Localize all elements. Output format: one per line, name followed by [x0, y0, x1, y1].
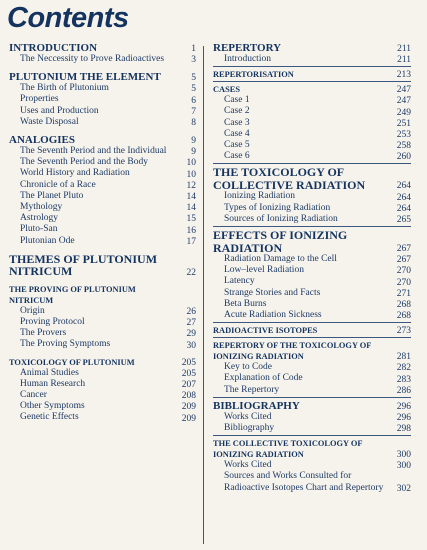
toc-page-number: 273 [396, 326, 411, 337]
toc-entry [9, 54, 196, 65]
toc-section-heading [213, 166, 411, 191]
toc-entry [213, 265, 411, 276]
toc-subsection-heading [213, 84, 411, 95]
toc-entry-title: Case 6 [224, 151, 250, 162]
toc-entry-title: ANALOGIES [9, 134, 76, 147]
toc-page-number: 267 [396, 244, 411, 255]
column-divider [203, 46, 204, 544]
toc-page-number: 251 [396, 118, 411, 129]
toc-entry-title: Case 3 [224, 117, 250, 128]
toc-entry-title: PLUTONIUM THE ELEMENT [9, 71, 161, 84]
toc-entry [213, 423, 411, 434]
toc-entry-title: CASES [213, 85, 240, 95]
toc-page-number: 207 [181, 380, 196, 391]
horizontal-rule [213, 226, 411, 227]
toc-entry-title: Origin [20, 305, 45, 316]
toc-right-table [213, 42, 411, 494]
toc-entry [9, 412, 196, 423]
toc-page-number: 5 [191, 73, 196, 84]
toc-entry-title: THE COLLECTIVE TOXICOLOGY OF IONIZING RADIATION [213, 439, 363, 460]
toc-page-number: 14 [186, 192, 196, 203]
toc-page-number: 208 [181, 391, 196, 402]
horizontal-rule [213, 337, 411, 338]
toc-entry [213, 299, 411, 310]
toc-page-number: 209 [181, 402, 196, 413]
toc-entry [213, 471, 411, 493]
toc-entry [9, 191, 196, 202]
toc-entry-title: THE TOXICOLOGY OF COLLECTIVE RADIATION [213, 165, 366, 192]
toc-entry-title: Properties [20, 94, 59, 105]
horizontal-rule [213, 435, 411, 436]
toc-entry [9, 339, 196, 350]
toc-entry-title: Proving Protocol [20, 317, 85, 328]
toc-entry-title: THE PROVING OF PLUTONIUM NITRICUM [9, 284, 136, 305]
toc-right-column [213, 42, 411, 494]
toc-page-number: 7 [191, 106, 196, 117]
toc-page-number: 10 [186, 169, 196, 180]
toc-subsection-heading [9, 357, 196, 368]
toc-entry [213, 288, 411, 299]
toc-page-number: 205 [181, 368, 196, 379]
toc-page-number: 1 [191, 44, 196, 54]
toc-entry-title: The Seventh Period and the Individual [20, 146, 167, 157]
toc-entry-title: Explanation of Code [224, 373, 303, 384]
toc-page-number: 258 [396, 141, 411, 152]
toc-entry-title: Ionizing Radiation [224, 191, 295, 202]
toc-entry-title: TOXICOLOGY OF PLUTONIUM [9, 357, 135, 367]
toc-entry-title: REPERTORY [213, 42, 282, 54]
toc-left-table [9, 42, 196, 424]
toc-section-heading [213, 400, 411, 412]
toc-page-number: 264 [396, 192, 411, 203]
toc-entry-title: Radiation Damage to the Cell [224, 254, 337, 265]
toc-entry [213, 129, 411, 140]
toc-entry [9, 401, 196, 412]
toc-page-number: 5 [191, 84, 196, 95]
toc-entry [213, 140, 411, 151]
toc-entry [213, 151, 411, 162]
toc-entry [213, 54, 411, 65]
toc-entry [213, 214, 411, 225]
toc-entry [213, 385, 411, 396]
toc-subsection-heading [213, 438, 411, 460]
toc-page-number: 3 [191, 55, 196, 66]
toc-entry-title: The Birth of Plutonium [20, 83, 109, 94]
toc-page-number: 22 [186, 267, 196, 278]
toc-page-number: 260 [396, 152, 411, 163]
toc-entry [9, 106, 196, 117]
toc-page-number: 15 [186, 214, 196, 225]
toc-page-number: 8 [191, 118, 196, 129]
toc-section-heading [9, 71, 196, 83]
toc-entry [9, 202, 196, 213]
page-title: Contents [7, 2, 129, 34]
toc-entry [9, 94, 196, 105]
toc-subsection-heading [213, 69, 411, 80]
toc-page-number: 253 [396, 130, 411, 141]
toc-page-number: 16 [186, 225, 196, 236]
toc-entry-title: Plutonian Ode [20, 235, 75, 246]
toc-entry [9, 306, 196, 317]
horizontal-rule [213, 81, 411, 82]
toc-page-number: 270 [396, 277, 411, 288]
toc-page-number: 270 [396, 266, 411, 277]
toc-entry-title: REPERTORISATION [213, 70, 294, 80]
toc-page-number: 298 [396, 424, 411, 435]
toc-entry-title: BIBLIOGRAPHY [213, 399, 300, 412]
toc-entry-title: REPERTORY OF THE TOXICOLOGY OF IONIZING RADIATION [213, 341, 372, 362]
toc-page-number: 211 [397, 44, 411, 54]
toc-entry-title: Works Cited [224, 411, 272, 422]
toc-entry-title: Chronicle of a Race [20, 179, 96, 190]
toc-subsection-heading [9, 284, 196, 306]
toc-entry-title: Works Cited [224, 460, 272, 471]
toc-entry [213, 118, 411, 129]
toc-entry-title: World History and Radiation [20, 168, 130, 179]
toc-entry-title: Human Research [20, 378, 86, 389]
toc-page-number: 264 [396, 203, 411, 214]
toc-entry-title: Case 5 [224, 140, 250, 151]
toc-section-heading [213, 42, 411, 54]
toc-page-number: 12 [186, 180, 196, 191]
horizontal-rule [213, 163, 411, 164]
horizontal-rule [213, 322, 411, 323]
toc-subsection-heading [213, 325, 411, 336]
toc-section-heading [9, 134, 196, 146]
toc-page-number: 209 [181, 413, 196, 424]
toc-entry [213, 310, 411, 321]
toc-page-number: 296 [396, 413, 411, 424]
toc-entry-title: Animal Studies [20, 367, 79, 378]
toc-entry-title: Case 2 [224, 106, 250, 117]
toc-page-number: 205 [181, 357, 196, 368]
horizontal-rule [213, 397, 411, 398]
toc-entry [9, 390, 196, 401]
toc-entry-title: The Neccessity to Prove Radioactives [20, 54, 165, 64]
toc-page-number: 6 [191, 95, 196, 106]
toc-page-number: 265 [396, 215, 411, 226]
toc-entry [9, 236, 196, 247]
toc-entry-title: Bibliography [224, 423, 275, 434]
toc-entry-title: THEMES OF PLUTONIUM NITRICUM [9, 251, 158, 279]
toc-section-heading [213, 229, 411, 254]
toc-entry-title: Strange Stories and Facts [224, 287, 321, 298]
toc-page-number: 9 [191, 147, 196, 158]
toc-entry [9, 224, 196, 235]
toc-entry [9, 213, 196, 224]
toc-entry-title: Other Symptoms [20, 401, 85, 412]
toc-entry [213, 254, 411, 265]
toc-entry-title: RADIOACTIVE ISOTOPES [213, 326, 318, 336]
toc-entry [213, 191, 411, 202]
toc-entry-title: The Proving Symptoms [20, 339, 111, 350]
toc-entry [9, 146, 196, 157]
toc-entry [213, 412, 411, 423]
toc-section-heading [9, 253, 196, 278]
toc-entry [9, 328, 196, 339]
toc-entry-title: Key to Code [224, 362, 273, 373]
toc-entry-title: Astrology [20, 213, 58, 224]
toc-section-heading [9, 42, 196, 54]
toc-left-column [9, 42, 196, 424]
toc-page-number: 247 [396, 85, 411, 96]
toc-page-number: 27 [186, 318, 196, 329]
toc-page-number: 26 [186, 307, 196, 318]
toc-entry-title: Uses and Production [20, 105, 99, 116]
toc-page-number: 17 [186, 236, 196, 247]
toc-page-number: 296 [396, 401, 411, 412]
toc-entry-title: Acute Radiation Sickness [224, 310, 322, 321]
toc-entry [9, 180, 196, 191]
toc-entry-title: Mythology [20, 202, 63, 213]
toc-page-number: 213 [396, 70, 411, 81]
toc-entry [213, 373, 411, 384]
toc-entry-title: Case 1 [224, 95, 250, 106]
toc-entry [9, 168, 196, 179]
toc-page-number: 282 [396, 363, 411, 374]
toc-entry [213, 203, 411, 214]
toc-page-number: 268 [396, 300, 411, 311]
toc-entry-title: Sources of Ionizing Radiation [224, 213, 338, 224]
toc-entry-title: The Seventh Period and the Body [20, 157, 148, 168]
toc-entry-title: The Provers [20, 328, 67, 339]
toc-entry-title: Latency [224, 276, 255, 287]
toc-page-number: 9 [191, 136, 196, 147]
toc-entry-title: Introduction [224, 54, 271, 64]
toc-page-number: 249 [396, 107, 411, 118]
toc-page-number [172, 284, 196, 306]
horizontal-rule [213, 66, 411, 67]
toc-entry-title: Beta Burns [224, 298, 267, 309]
toc-entry-title: EFFECTS OF IONIZING RADIATION [213, 228, 348, 255]
toc-entry [9, 317, 196, 328]
toc-page-number: 211 [397, 55, 411, 66]
toc-entry-title: The Repertory [224, 384, 280, 395]
toc-page-number: 283 [396, 374, 411, 385]
toc-entry-title: INTRODUCTION [9, 42, 98, 54]
toc-entry [9, 368, 196, 379]
toc-entry-title: Sources and Works Consulted for Radioactive Isotopes Chart and Repertory [224, 471, 384, 493]
toc-page-number: 268 [396, 311, 411, 322]
toc-entry-title: Case 4 [224, 128, 250, 139]
toc-entry-title: Genetic Effects [20, 412, 79, 423]
toc-page-number: 267 [396, 255, 411, 266]
toc-entry [213, 106, 411, 117]
toc-entry-title: Cancer [20, 390, 47, 401]
toc-entry-title: Low–level Radiation [224, 265, 304, 276]
toc-page-number: 247 [396, 96, 411, 107]
toc-page-number: 286 [396, 385, 411, 396]
toc-entry [9, 157, 196, 168]
toc-entry-title: Waste Disposal [20, 116, 79, 127]
toc-entry [9, 83, 196, 94]
toc-entry [9, 117, 196, 128]
toc-entry [213, 276, 411, 287]
toc-page-number: 300 [396, 461, 411, 472]
toc-page-number: 10 [186, 158, 196, 169]
toc-page-number: 302 [396, 483, 411, 494]
toc-page-number: 29 [186, 329, 196, 340]
toc-entry-title: Types of Ionizing Radiation [224, 202, 331, 213]
toc-entry-title: The Planet Pluto [20, 190, 84, 201]
toc-entry [213, 460, 411, 471]
toc-entry-title: Pluto-San [20, 224, 58, 235]
toc-subsection-heading [213, 340, 411, 362]
toc-page-number: 300 [396, 450, 411, 461]
toc-page-number: 264 [396, 181, 411, 192]
toc-page-number: 281 [396, 352, 411, 363]
toc-page-number: 271 [396, 288, 411, 299]
toc-page-number: 14 [186, 203, 196, 214]
toc-entry [213, 95, 411, 106]
toc-entry [213, 362, 411, 373]
toc-entry [9, 379, 196, 390]
toc-page-number: 30 [186, 340, 196, 351]
